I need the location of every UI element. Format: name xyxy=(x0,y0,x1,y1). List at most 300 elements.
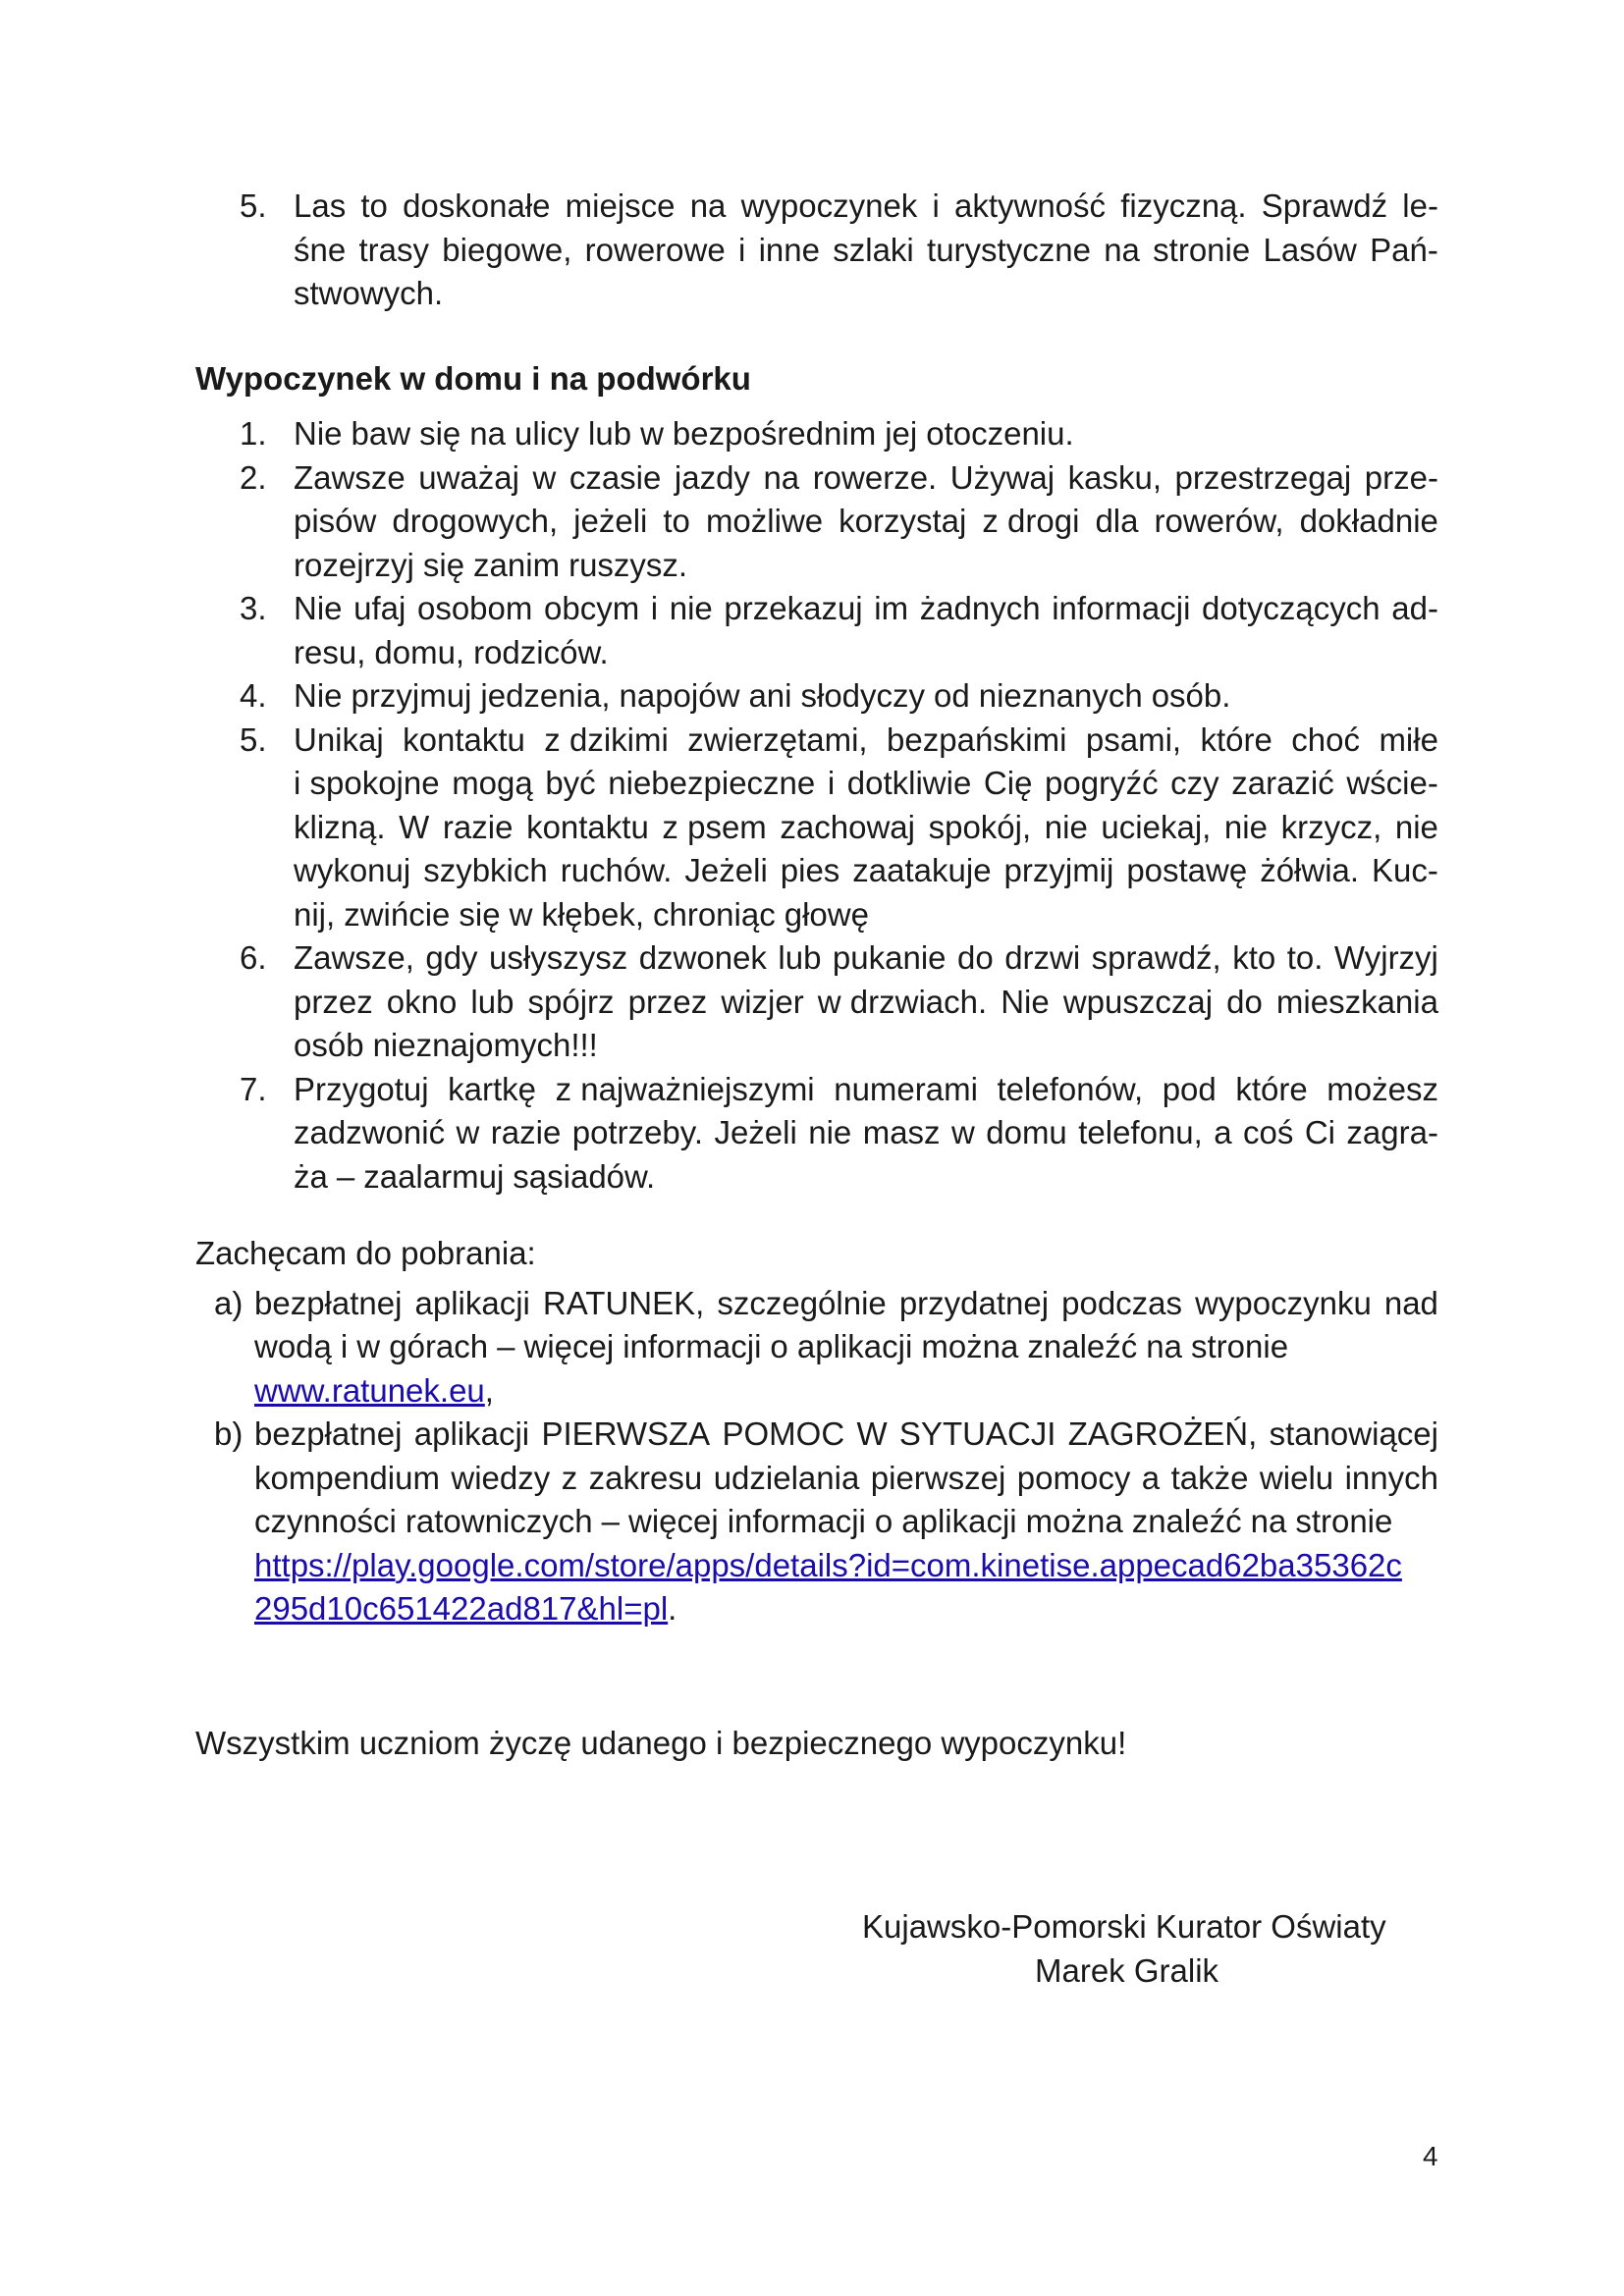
word: jazdy xyxy=(674,458,750,496)
text-line xyxy=(254,1500,1438,1544)
text-line xyxy=(294,1155,1438,1200)
word: drzwi xyxy=(1004,939,1081,976)
list-item-text xyxy=(294,587,1438,674)
word: przez xyxy=(294,983,373,1020)
word: masz xyxy=(862,1114,941,1150)
word: klizną. xyxy=(294,808,386,845)
word: uciekaj, xyxy=(1101,808,1212,845)
word: to xyxy=(663,503,690,539)
word: zadzwonić xyxy=(294,1114,446,1150)
word: chroniąc xyxy=(652,895,776,933)
word: miłe xyxy=(1379,721,1438,758)
word: zachowaj xyxy=(780,808,915,845)
word: mogą xyxy=(452,765,533,801)
text-line xyxy=(294,1024,1438,1068)
word: stronie xyxy=(1295,1503,1393,1539)
word: to. xyxy=(1286,939,1324,976)
word: rowerze. xyxy=(812,458,938,496)
text-line xyxy=(294,762,1438,806)
word: Używaj xyxy=(949,458,1056,496)
word: przestrzegaj xyxy=(1174,458,1352,496)
word: szlaki xyxy=(833,231,914,268)
word: wypoczynku xyxy=(1195,1284,1372,1321)
word: głowę xyxy=(784,895,869,933)
word: sprawdź, xyxy=(1091,939,1221,976)
word: i spokojne xyxy=(294,765,440,801)
text-line xyxy=(294,893,1438,937)
word: dotyczących xyxy=(1202,590,1380,626)
text-line xyxy=(294,272,1438,316)
list-item-text xyxy=(294,412,1438,456)
word: aplikacji xyxy=(414,1284,530,1321)
ratunek-link[interactable]: www.ratunek.eu xyxy=(254,1371,485,1409)
word: aktywność xyxy=(953,187,1107,224)
list-number: 2. xyxy=(240,458,267,496)
text-line xyxy=(294,500,1438,544)
word: Nie xyxy=(294,677,343,714)
word: choć xyxy=(1291,721,1361,758)
word: więcej xyxy=(523,1328,615,1364)
word: RATUNEK, xyxy=(542,1284,705,1321)
word: można xyxy=(921,1328,1019,1364)
word: Lasów xyxy=(1263,231,1357,268)
word: – xyxy=(601,1503,620,1539)
word: fizyczną. xyxy=(1120,187,1247,224)
word: nieznajomych!!! xyxy=(372,1027,598,1063)
word: psami, xyxy=(1085,721,1182,758)
list-number: 1. xyxy=(240,415,267,452)
word: czasie xyxy=(568,458,662,496)
closing-wishes: Wszystkim uczniom życzę udanego i bezpiecznego wypoczynku! xyxy=(195,1724,1127,1761)
word: jedzenia, xyxy=(480,677,611,714)
word: przyjmij xyxy=(1003,852,1114,888)
word: Zawsze xyxy=(294,458,406,496)
word: postawę xyxy=(1126,852,1248,888)
word: pierwszej xyxy=(870,1459,1006,1496)
word: okno xyxy=(386,983,458,1020)
word: jeżeli xyxy=(573,503,648,539)
word: mieszkania xyxy=(1275,983,1438,1020)
word: Nie xyxy=(1001,983,1050,1020)
word: zaalarmuj xyxy=(363,1157,505,1195)
word: czynności xyxy=(254,1503,397,1539)
word: kasku, xyxy=(1067,458,1162,496)
word: drogowych, xyxy=(392,503,559,539)
word: stanowiącej xyxy=(1269,1415,1438,1452)
word: i xyxy=(650,590,659,626)
word: wście- xyxy=(1346,765,1438,801)
word: SYTUACJI xyxy=(898,1415,1056,1452)
word: które xyxy=(1235,1070,1308,1107)
word: informacji xyxy=(727,1503,866,1539)
word: Przygotuj xyxy=(294,1070,429,1107)
word: – xyxy=(497,1328,515,1364)
word: ulicy xyxy=(514,415,580,452)
list-item xyxy=(195,456,1438,588)
word: czy xyxy=(1170,765,1219,801)
word: Kuc- xyxy=(1372,852,1438,888)
text-line xyxy=(294,412,1438,456)
word: znaleźć xyxy=(1027,1328,1138,1364)
word: turystyczne xyxy=(927,231,1091,268)
text-line xyxy=(254,1413,1438,1457)
word: na xyxy=(1104,231,1140,268)
word: do xyxy=(957,939,994,976)
word: rowerów, xyxy=(1154,503,1284,539)
word: nie xyxy=(808,1114,852,1150)
word: stronie xyxy=(1153,231,1251,268)
word: otoczeniu. xyxy=(926,415,1074,452)
word: bezpańskimi xyxy=(887,721,1067,758)
word: wykonuj xyxy=(294,852,411,888)
word: z xyxy=(561,1459,578,1496)
word: się xyxy=(422,546,465,583)
word: pisów xyxy=(294,503,377,539)
word: w xyxy=(509,895,533,933)
word: spokój, xyxy=(928,808,1032,845)
page-number: 4 xyxy=(1423,2141,1438,2171)
list-item-text xyxy=(294,1068,1438,1200)
list-number: 5. xyxy=(240,187,267,224)
punctuation: . xyxy=(668,1590,677,1627)
word: ZAGROŻEŃ, xyxy=(1067,1415,1258,1452)
word: osób. xyxy=(1151,677,1231,714)
text-line xyxy=(254,1457,1438,1501)
app-item-pierwsza-pomoc xyxy=(195,1413,1438,1631)
word: można xyxy=(1025,1503,1123,1539)
word: lub xyxy=(470,983,514,1020)
word: pomocy xyxy=(1016,1459,1131,1496)
word: i xyxy=(827,765,836,801)
text-line xyxy=(294,674,1438,719)
word: Las xyxy=(294,187,347,224)
word: aplikacji xyxy=(413,1415,530,1452)
word: w xyxy=(456,1114,480,1150)
word: Jeżeli xyxy=(684,852,768,888)
word: żółwia. xyxy=(1260,852,1360,888)
word: innych xyxy=(1344,1459,1438,1496)
word: przekazuj xyxy=(724,590,863,626)
word: udzielania xyxy=(713,1459,860,1496)
word: ża xyxy=(294,1157,328,1195)
word: Zawsze, xyxy=(294,939,414,976)
list-item-text xyxy=(294,185,1438,316)
word: inne xyxy=(758,231,820,268)
word: osób xyxy=(294,1027,364,1063)
word: ad- xyxy=(1391,590,1438,626)
word: z drogi xyxy=(982,503,1080,539)
word: informacji xyxy=(623,1328,762,1364)
word: ruchów. xyxy=(560,852,673,888)
word: zaatakuje xyxy=(852,852,992,888)
word: wypoczynek xyxy=(740,187,918,224)
word: Cię xyxy=(983,765,1033,801)
word: się xyxy=(459,895,501,933)
word: ratowniczych xyxy=(405,1503,593,1539)
list-number: 5. xyxy=(240,721,267,758)
word: w xyxy=(640,415,664,452)
text-line xyxy=(294,631,1438,675)
section-heading: Wypoczynek w domu i na podwórku xyxy=(195,359,751,397)
word: się xyxy=(419,415,461,452)
text-line xyxy=(294,719,1438,763)
word: wodą xyxy=(254,1328,332,1364)
list-letter: b) xyxy=(214,1415,244,1452)
word: w xyxy=(532,458,557,496)
word: coś xyxy=(1243,1114,1294,1150)
word: kontaktu xyxy=(403,721,525,758)
word: to xyxy=(360,187,388,224)
text-line xyxy=(294,544,1438,588)
word: Pań- xyxy=(1370,231,1438,268)
word: możesz xyxy=(1326,1070,1438,1107)
word: szybkich xyxy=(423,852,548,888)
word: telefonów, xyxy=(997,1070,1144,1107)
word: zagra- xyxy=(1346,1114,1438,1150)
word: słodyczy xyxy=(800,677,926,714)
word: stwowych. xyxy=(294,275,444,311)
word: na xyxy=(1146,1328,1182,1364)
word: razie xyxy=(490,1114,562,1150)
list-item-text xyxy=(254,1413,1438,1544)
list-letter: a) xyxy=(214,1284,244,1321)
word: bezpośrednim xyxy=(672,415,877,452)
word: obcym xyxy=(543,590,640,626)
word: zanim xyxy=(473,546,561,583)
word: wiedzy xyxy=(451,1459,551,1496)
word: na xyxy=(763,458,800,496)
word: usłyszysz xyxy=(489,939,628,976)
word: także xyxy=(1170,1459,1249,1496)
word: żadnych xyxy=(919,590,1041,626)
word: dotkliwie xyxy=(846,765,972,801)
word: przez xyxy=(627,983,708,1020)
word: a xyxy=(1214,1114,1232,1150)
word: kto xyxy=(1232,939,1276,976)
word: i xyxy=(932,187,940,224)
word: wizjer xyxy=(721,983,804,1020)
text-line xyxy=(294,1111,1438,1155)
list-item-text xyxy=(294,936,1438,1068)
word: pukanie xyxy=(832,939,947,976)
word: miejsce xyxy=(565,187,676,224)
word: śne xyxy=(294,231,347,268)
word: zakresu xyxy=(588,1459,703,1496)
word: jej xyxy=(885,415,918,452)
signature-title: Kujawsko-Pomorski Kurator Oświaty xyxy=(862,1908,1386,1945)
word: trasy xyxy=(358,231,429,268)
list-item-text xyxy=(294,674,1438,719)
word: stronie xyxy=(1191,1328,1289,1364)
text-line xyxy=(294,1068,1438,1112)
word: kompendium xyxy=(254,1459,440,1496)
word: nad xyxy=(1383,1284,1438,1321)
word: w drzwiach. xyxy=(817,983,988,1020)
google-play-link-cont[interactable]: 295d10c651422ad817&hl=pl xyxy=(254,1590,669,1627)
word: PIERWSZA xyxy=(541,1415,711,1452)
word: lub xyxy=(778,939,822,976)
word: telefonu, xyxy=(1078,1114,1203,1150)
word: pogryźć xyxy=(1045,765,1159,801)
word: Nie xyxy=(294,415,343,452)
word: nieznanych xyxy=(978,677,1143,714)
word: osobom xyxy=(416,590,533,626)
word: informacji xyxy=(1052,590,1191,626)
word: spójrz xyxy=(527,983,615,1020)
word: zarazić xyxy=(1231,765,1334,801)
word: wpuszczaj xyxy=(1062,983,1214,1020)
list-number: 4. xyxy=(240,677,267,714)
word: do xyxy=(1226,983,1263,1020)
word: Ci xyxy=(1304,1114,1335,1150)
text-line xyxy=(254,1282,1438,1326)
text-line xyxy=(294,456,1438,501)
word: potrzeby. xyxy=(571,1114,704,1150)
list-item xyxy=(195,185,1438,316)
text-line xyxy=(294,587,1438,631)
word: im xyxy=(874,590,909,626)
word: szczególnie xyxy=(717,1284,887,1321)
list-item xyxy=(195,674,1438,719)
word: napojów xyxy=(619,677,740,714)
word: być xyxy=(545,765,596,801)
word: – xyxy=(336,1157,355,1195)
list-item xyxy=(195,719,1438,937)
word: od xyxy=(934,677,970,714)
word: Wyjrzyj xyxy=(1333,939,1438,976)
word: w górach xyxy=(356,1328,489,1364)
text-line xyxy=(294,849,1438,893)
word: le- xyxy=(1402,187,1438,224)
word: doskonałe xyxy=(403,187,551,224)
word: nie xyxy=(1044,808,1088,845)
word: biegowe, xyxy=(442,231,572,268)
home-safety-list xyxy=(195,412,1438,1199)
list-number: 3. xyxy=(240,590,267,626)
text-line xyxy=(294,185,1438,229)
list-item-text xyxy=(254,1282,1438,1369)
list-number: 6. xyxy=(240,939,267,976)
word: Jeżeli xyxy=(714,1114,797,1150)
word: wielu xyxy=(1259,1459,1334,1496)
list-number: 7. xyxy=(240,1070,267,1107)
word: a xyxy=(1141,1459,1161,1496)
list-item xyxy=(195,587,1438,674)
word: na xyxy=(689,187,727,224)
word: domu xyxy=(986,1114,1067,1150)
word: ruszysz. xyxy=(568,546,688,583)
document-body xyxy=(195,185,1438,1765)
word: kontaktu xyxy=(526,808,649,845)
word: Unikaj xyxy=(294,721,384,758)
word: z dzikimi xyxy=(544,721,669,758)
word: nij, xyxy=(294,895,336,933)
word: korzystaj xyxy=(839,503,967,539)
word: kłębek, xyxy=(541,895,644,933)
text-line xyxy=(294,936,1438,981)
word: dla xyxy=(1095,503,1139,539)
word: na xyxy=(469,415,506,452)
list-item xyxy=(195,412,1438,456)
word: pod xyxy=(1162,1070,1217,1107)
word: przydatnej xyxy=(898,1284,1050,1321)
word: uważaj xyxy=(418,458,519,496)
word: w xyxy=(950,1114,975,1150)
word: nie xyxy=(1394,808,1438,845)
word: gdy xyxy=(425,939,478,976)
word: baw xyxy=(351,415,411,452)
encourage-text: Zachęcam do pobrania: xyxy=(195,1235,536,1271)
google-play-link[interactable]: https://play.google.com/store/apps/details?id=com.kinetise.appecad62ba35362c xyxy=(254,1546,1402,1583)
word: razie xyxy=(442,808,514,845)
word: dzwonek xyxy=(638,939,767,976)
word: możliwe xyxy=(705,503,824,539)
app-item-ratunek xyxy=(195,1282,1438,1414)
text-line xyxy=(294,806,1438,850)
word: dokładnie xyxy=(1299,503,1438,539)
punctuation: , xyxy=(484,1371,494,1409)
list-item xyxy=(195,936,1438,1068)
word: prze- xyxy=(1364,458,1438,496)
word: pies xyxy=(780,852,840,888)
word: domu, xyxy=(374,633,465,670)
word: o xyxy=(874,1503,893,1539)
word: nie xyxy=(1223,808,1268,845)
word: przyjmuj xyxy=(351,677,472,714)
word: nie xyxy=(669,590,713,626)
text-line xyxy=(294,229,1438,273)
word: zwińcie xyxy=(344,895,451,933)
word: znaleźć xyxy=(1131,1503,1242,1539)
word: POMOC xyxy=(722,1415,845,1452)
text-line xyxy=(294,981,1438,1025)
list-item xyxy=(195,1068,1438,1200)
word: aplikacji xyxy=(901,1503,1017,1539)
word: resu, xyxy=(294,633,366,670)
list-item-text xyxy=(294,719,1438,937)
word: i xyxy=(340,1328,349,1364)
word: numerami xyxy=(834,1070,978,1107)
word: W xyxy=(856,1415,888,1452)
word: o aplikacji xyxy=(770,1328,913,1364)
list-item-text xyxy=(294,456,1438,588)
word: więcej xyxy=(627,1503,719,1539)
word: z najważniejszymi xyxy=(555,1070,815,1107)
word: kartkę xyxy=(448,1070,536,1107)
word: rozejrzyj xyxy=(294,546,414,583)
word: ufaj xyxy=(353,590,406,626)
word: sąsiadów. xyxy=(513,1157,656,1195)
word: bezpłatnej xyxy=(254,1284,403,1321)
word: zwierzętami, xyxy=(687,721,868,758)
word: podczas xyxy=(1061,1284,1183,1321)
word: W xyxy=(399,808,430,845)
word: ani xyxy=(748,677,792,714)
word: na xyxy=(1250,1503,1287,1539)
text-line xyxy=(254,1325,1438,1369)
word: krzycz, xyxy=(1280,808,1382,845)
word: niebezpieczne xyxy=(608,765,816,801)
word: rowerowe xyxy=(584,231,726,268)
word: Sprawdź xyxy=(1261,187,1388,224)
word: i xyxy=(737,231,746,268)
word: lub xyxy=(588,415,632,452)
signature-name: Marek Gralik xyxy=(1035,1952,1219,1989)
word: rodziców. xyxy=(473,633,609,670)
word: Nie xyxy=(294,590,343,626)
word: z psem xyxy=(662,808,767,845)
word: bezpłatnej xyxy=(254,1415,403,1452)
